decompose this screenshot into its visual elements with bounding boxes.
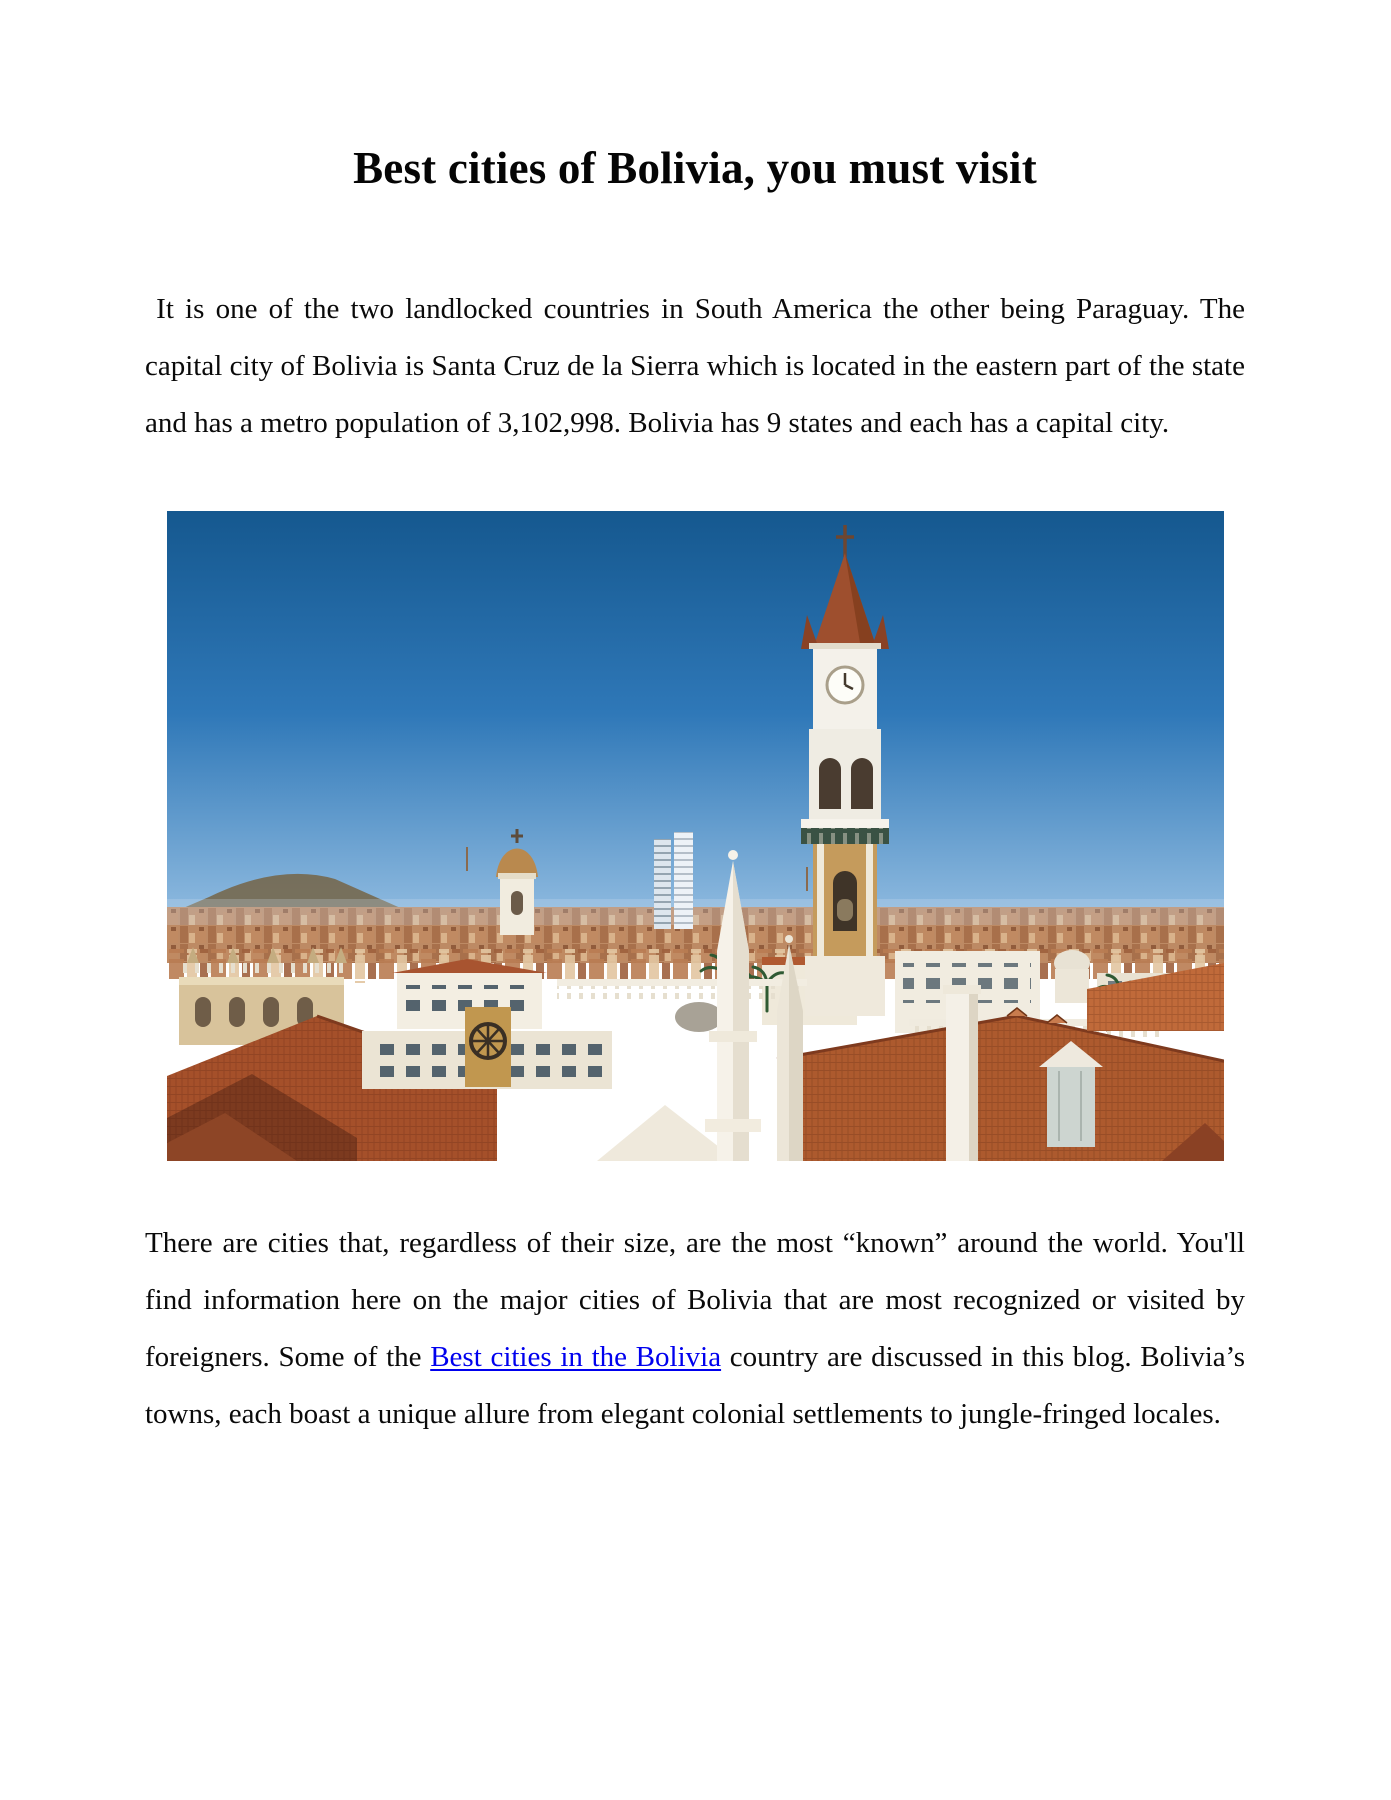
page-title: Best cities of Bolivia, you must visit (353, 143, 1037, 193)
intro-paragraph (145, 281, 1245, 452)
cityscape-illustration (167, 511, 1224, 1161)
best-cities-link[interactable]: Best cities in the Bolivia (430, 1341, 722, 1373)
intro-paragraph-text: It is one of the two landlocked countries in South America the other being Paraguay. The capital city of Bolivia is Santa Cruz de la Sierra which is located in the eastern part of the state and has a metro population of 3,102,998. Bolivia has 9 states and each has a capital city. (145, 293, 1245, 439)
outro-text-before-link: There are cities that, regardless of their size, are the most “known” around the world. You'll find information here on the major cities of Bolivia that are most recognized or visited by foreigners. Some of the (145, 1227, 1245, 1373)
outro-text-after-link: country are discussed in this blog. Bolivia’s towns, each boast a unique allure from elegant colonial settlements to jungle-fringed locales. (145, 1341, 1246, 1430)
outro-paragraph (145, 1215, 1245, 1443)
cityscape-photo (167, 511, 1224, 1161)
document-content (145, 0, 1245, 1443)
